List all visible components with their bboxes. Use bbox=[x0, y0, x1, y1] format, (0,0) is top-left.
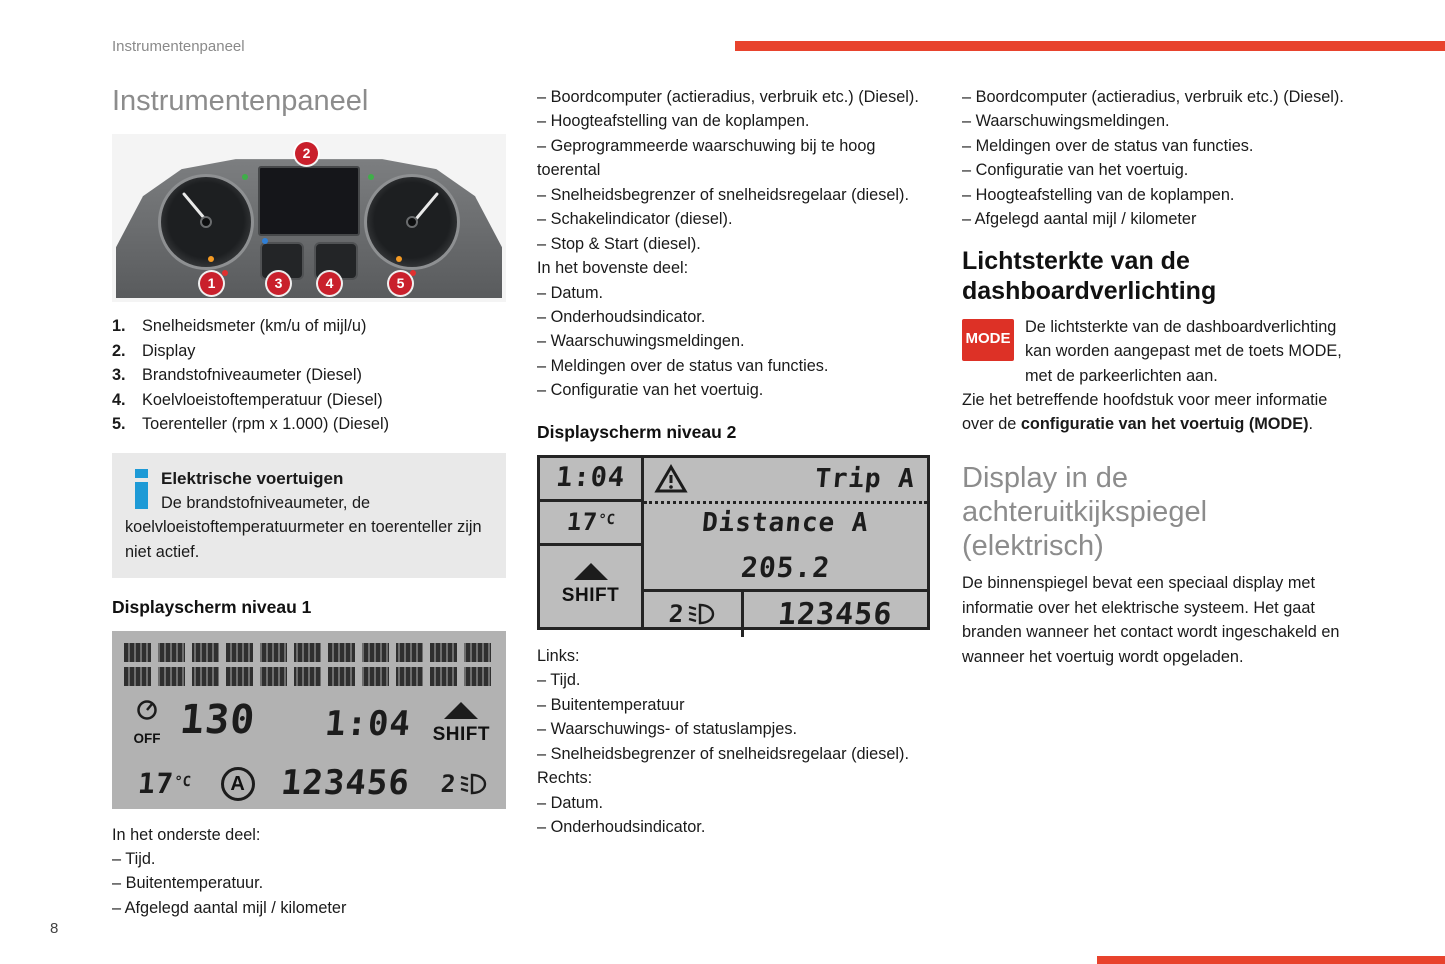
list-item: – Waarschuwingsmeldingen. bbox=[962, 112, 1170, 131]
cluster-center-display bbox=[258, 166, 360, 236]
list-item: – Tijd. bbox=[112, 850, 156, 869]
list-item: Rechts: bbox=[537, 769, 593, 788]
list-item: – Geprogrammeerde waarschuwing bij te hoog toerental bbox=[537, 136, 876, 180]
trip-label: Trip A bbox=[813, 463, 917, 494]
legend-number: 4. bbox=[112, 390, 126, 409]
display2-heading: Displayscherm niveau 2 bbox=[537, 421, 737, 442]
running-header: Instrumentenpaneel bbox=[112, 38, 245, 55]
shift-label: SHIFT bbox=[432, 724, 490, 746]
info-box-title: Elektrische voertuigen bbox=[161, 468, 344, 488]
off-label: OFF bbox=[133, 731, 161, 747]
bottom-section-label: In het onderste deel: bbox=[112, 825, 261, 844]
display1-content-list bbox=[537, 85, 930, 403]
shift-up-arrow-icon bbox=[444, 702, 478, 719]
info-icon-dot bbox=[135, 469, 148, 478]
trip-header-row bbox=[644, 458, 927, 504]
needle-hub bbox=[200, 216, 212, 228]
speed-value: 130 bbox=[177, 696, 258, 743]
mirror-paragraph: De binnenspiegel bevat een speciaal display met informatie over het elektrische systeem. Het gaat branden wanneer het contact wordt ingeschakeld en wanneer het voertuig wordt opgeladen. bbox=[962, 574, 1340, 666]
auto-mode-indicator: A bbox=[221, 767, 255, 801]
page-title: Instrumentenpaneel bbox=[112, 85, 369, 117]
temp-value: 17 bbox=[136, 766, 176, 800]
crossref-paragraph bbox=[962, 388, 1356, 437]
list-item: – Afgelegd aantal mijl / kilometer bbox=[112, 898, 347, 917]
speed-limiter-icon bbox=[136, 699, 158, 721]
list-item: – Hoogteafstelling van de koplampen. bbox=[962, 185, 1235, 204]
headlamp-icon bbox=[458, 772, 488, 796]
list-item: Links: bbox=[537, 646, 580, 665]
shift-up-arrow-icon bbox=[574, 563, 608, 580]
list-item: – Boordcomputer (actieradius, verbruik etc.) (Diesel). bbox=[537, 88, 919, 106]
outside-temperature bbox=[138, 763, 191, 805]
list-item: In het bovenste deel: bbox=[537, 259, 689, 278]
bottom-accent-bar bbox=[1097, 956, 1445, 964]
lcd1-bottom-row bbox=[124, 762, 494, 806]
odometer-cell bbox=[744, 592, 927, 637]
callout-badge-3: 3 bbox=[267, 272, 290, 295]
info-icon-stem bbox=[135, 482, 148, 509]
instrument-cluster-image bbox=[112, 134, 506, 302]
headlamp-leveling-indicator bbox=[441, 766, 488, 802]
speedometer-gauge bbox=[158, 174, 254, 270]
list-item: – Onderhoudsindicator. bbox=[537, 307, 706, 326]
top-accent-bar bbox=[735, 41, 1445, 51]
legend-number: 5. bbox=[112, 415, 126, 434]
temperature-cell bbox=[540, 502, 641, 546]
mode-paragraph: De lichtsterkte van de dashboardverlichting kan worden aangepast met de toets MODE, met de parkeerlichten aan. bbox=[1025, 317, 1342, 385]
crossref-bold-text: configuratie van het voertuig (MODE) bbox=[1020, 415, 1309, 434]
tachometer-gauge bbox=[364, 174, 460, 270]
temp-value: 17 bbox=[565, 508, 599, 537]
lcd2-right-area bbox=[644, 458, 927, 632]
legend-item bbox=[112, 363, 506, 387]
list-item: – Buitentemperatuur. bbox=[112, 874, 264, 893]
list-item: – Onderhoudsindicator. bbox=[537, 818, 706, 836]
display1-heading: Displayscherm niveau 1 bbox=[112, 597, 312, 618]
legend-item bbox=[112, 412, 506, 436]
list-item: – Waarschuwingsmeldingen. bbox=[537, 332, 745, 351]
distance-value: 205.2 bbox=[739, 550, 832, 584]
list-item: – Datum. bbox=[537, 283, 604, 302]
crossref-text: Zie het betreffende hoofdstuk voor meer informatie over de bbox=[962, 390, 1328, 434]
legend-item bbox=[112, 388, 506, 412]
display-level2-image bbox=[537, 455, 930, 630]
lcd-segment-row bbox=[124, 643, 494, 662]
legend-text: Snelheidsmeter (km/u of mijl/u) bbox=[142, 317, 367, 336]
distance-label: Distance A bbox=[700, 507, 871, 538]
time-value: 1:04 bbox=[554, 462, 627, 494]
mode-button-icon: MODE bbox=[962, 319, 1014, 361]
callout-badge-4: 4 bbox=[318, 272, 341, 295]
list-item: – Datum. bbox=[537, 793, 604, 812]
lcd2-bottom-row bbox=[644, 589, 927, 637]
headlamp-leveling-indicator bbox=[644, 592, 744, 637]
legend-text: Toerenteller (rpm x 1.000) (Diesel) bbox=[142, 415, 390, 434]
shift-cell bbox=[540, 546, 641, 627]
needle-hub bbox=[406, 216, 418, 228]
list-item: – Configuratie van het voertuig. bbox=[962, 161, 1189, 180]
column-left bbox=[112, 85, 506, 920]
column-right bbox=[962, 85, 1356, 669]
beam-level-value: 2 bbox=[439, 769, 458, 798]
brightness-heading: Lichtsterkte van de dashboardverlichting bbox=[962, 246, 1217, 306]
odometer-value: 123456 bbox=[776, 596, 895, 632]
list-item: – Waarschuwings- of statuslampjes. bbox=[537, 720, 797, 739]
lcd-segment-row bbox=[124, 667, 494, 686]
mode-section bbox=[962, 315, 1356, 388]
list-item: – Stop & Start (diesel). bbox=[537, 234, 701, 253]
distance-readout bbox=[644, 504, 927, 589]
callout-badge-2: 2 bbox=[295, 142, 318, 165]
crossref-suffix: . bbox=[1308, 415, 1314, 434]
list-item: – Tijd. bbox=[537, 671, 581, 690]
odometer-value: 123456 bbox=[278, 763, 412, 804]
info-box-body: De brandstofniveaumeter, de koelvloeistoftemperatuurmeter en toerenteller zijn niet actief. bbox=[125, 494, 482, 561]
lcd2-left-column bbox=[540, 458, 644, 627]
legend-text: Display bbox=[142, 341, 196, 360]
list-item: – Boordcomputer (actieradius, verbruik etc.) (Diesel). bbox=[962, 88, 1344, 106]
time-value: 1:04 bbox=[323, 703, 413, 744]
headlamp-icon bbox=[686, 602, 716, 626]
legend-number: 3. bbox=[112, 366, 126, 385]
info-icon bbox=[135, 469, 148, 509]
list-item: – Meldingen over de status van functies. bbox=[962, 136, 1254, 155]
legend-number: 2. bbox=[112, 341, 126, 360]
legend-number: 1. bbox=[112, 317, 126, 336]
legend-text: Brandstofniveaumeter (Diesel) bbox=[142, 366, 362, 385]
list-item: – Snelheidsbegrenzer of snelheidsregelaar (diesel). bbox=[537, 185, 909, 204]
upper-section-list bbox=[962, 85, 1356, 232]
callout-badge-5: 5 bbox=[389, 272, 412, 295]
temp-unit: °C bbox=[596, 512, 616, 529]
electric-vehicles-info-box bbox=[112, 453, 506, 579]
shift-label: SHIFT bbox=[561, 584, 620, 606]
temp-unit: °C bbox=[173, 774, 192, 791]
list-item: – Hoogteafstelling van de koplampen. bbox=[537, 112, 810, 131]
list-item: – Schakelindicator (diesel). bbox=[537, 210, 733, 229]
lcd1-middle-row bbox=[124, 694, 494, 750]
list-item: – Snelheidsbegrenzer of snelheidsregelaar (diesel). bbox=[537, 744, 909, 763]
mirror-display-heading: Display in de achteruitkijkspiegel (elektrisch) bbox=[962, 461, 1208, 563]
legend-item bbox=[112, 314, 506, 338]
legend-text: Koelvloeistoftemperatuur (Diesel) bbox=[142, 390, 383, 409]
cluster-legend-list bbox=[112, 314, 506, 436]
list-item: – Meldingen over de status van functies. bbox=[537, 356, 829, 375]
page-number: 8 bbox=[50, 920, 59, 937]
display2-content-list bbox=[537, 644, 930, 840]
list-item: – Configuratie van het voertuig. bbox=[537, 381, 764, 400]
shift-indicator bbox=[433, 702, 490, 750]
bottom-section-list bbox=[112, 847, 506, 920]
callout-badge-1: 1 bbox=[200, 272, 223, 295]
warning-triangle-icon bbox=[654, 464, 688, 494]
column-middle bbox=[537, 85, 930, 839]
display-level1-image bbox=[112, 631, 506, 809]
list-item: – Buitentemperatuur bbox=[537, 695, 685, 714]
legend-item bbox=[112, 339, 506, 363]
cruise-off-indicator bbox=[124, 699, 170, 750]
list-item: – Afgelegd aantal mijl / kilometer bbox=[962, 210, 1197, 229]
beam-level-value: 2 bbox=[667, 600, 686, 629]
time-cell bbox=[540, 458, 641, 502]
